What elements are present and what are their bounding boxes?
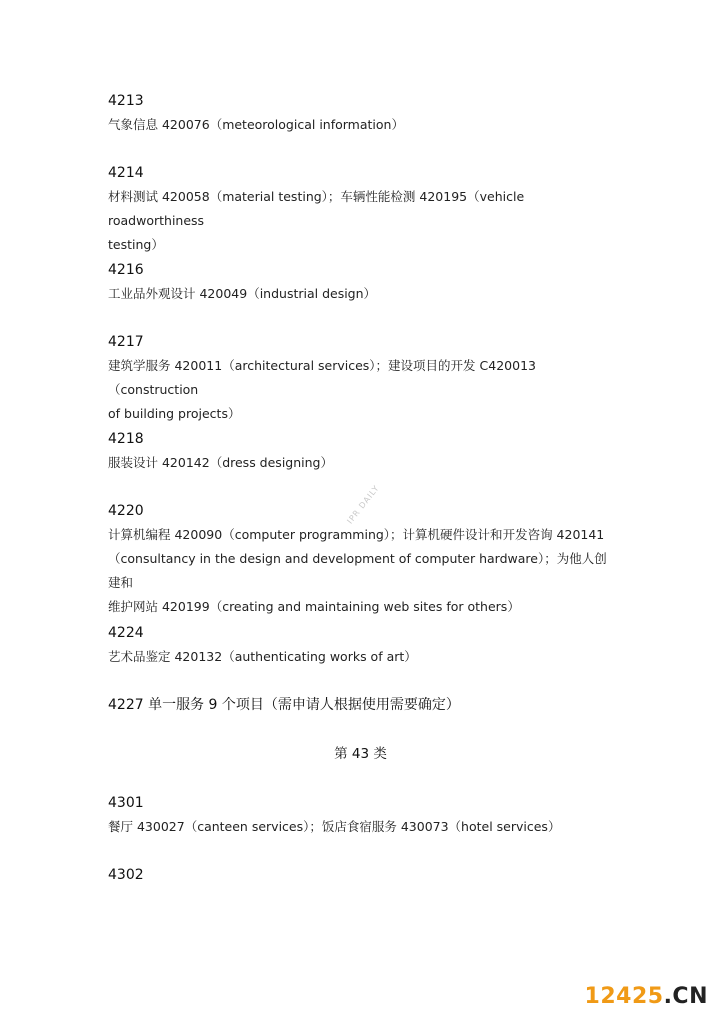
logo-tld: .CN bbox=[663, 984, 708, 1009]
entry-4218 bbox=[108, 431, 613, 475]
entry-line: testing） bbox=[108, 237, 164, 252]
entry-4301 bbox=[108, 795, 613, 839]
entry-line: 计算机编程 420090（computer programming）；计算机硬件设计和开发咨询 420141 bbox=[108, 527, 605, 542]
entry-4302 bbox=[108, 867, 613, 883]
entry-code: 4301 bbox=[108, 795, 144, 811]
entry-code: 4224 bbox=[108, 625, 144, 641]
entry-line: 工业品外观设计 420049（industrial design） bbox=[108, 286, 377, 301]
class-title: 第 43 类 bbox=[334, 746, 387, 762]
entry-4214 bbox=[108, 165, 613, 257]
entry-4216 bbox=[108, 262, 613, 306]
logo-number: 12425 bbox=[584, 984, 664, 1009]
entry-code: 4218 bbox=[108, 431, 144, 447]
entry-code: 4214 bbox=[108, 165, 144, 181]
entry-4213 bbox=[108, 93, 613, 137]
entry-line: of building projects） bbox=[108, 406, 241, 421]
entry-line: 材料测试 420058（material testing）；车辆性能检测 420195（vehicle roadworthiness bbox=[108, 189, 525, 228]
entry-line: 服装设计 420142（dress designing） bbox=[108, 455, 333, 470]
watermark: IPR DAILY bbox=[345, 483, 382, 526]
entry-code: 4302 bbox=[108, 867, 144, 883]
entry-4217 bbox=[108, 334, 613, 426]
entry-4227-note: 4227 单一服务 9 个项目（需申请人根据使用需要确定） bbox=[108, 697, 460, 713]
entry-line: 维护网站 420199（creating and maintaining web sites for others） bbox=[108, 599, 520, 614]
entry-code: 4213 bbox=[108, 93, 144, 109]
entry-line: （consultancy in the design and development of computer hardware）；为他人创建和 bbox=[108, 551, 607, 590]
entry-line: 餐厅 430027（canteen services）；饭店食宿服务 430073（hotel services） bbox=[108, 819, 561, 834]
entry-4224 bbox=[108, 625, 613, 669]
site-logo bbox=[585, 984, 708, 1009]
entry-line: 建筑学服务 420011（architectural services）；建设项目的开发 C420013（construction bbox=[108, 358, 536, 397]
entry-line: 艺术品鉴定 420132（authenticating works of art） bbox=[108, 649, 417, 664]
entry-line: 气象信息 420076（meteorological information） bbox=[108, 117, 404, 132]
entry-code: 4217 bbox=[108, 334, 144, 350]
entry-4220 bbox=[108, 503, 613, 619]
entry-code: 4216 bbox=[108, 262, 144, 278]
entry-code: 4220 bbox=[108, 503, 144, 519]
